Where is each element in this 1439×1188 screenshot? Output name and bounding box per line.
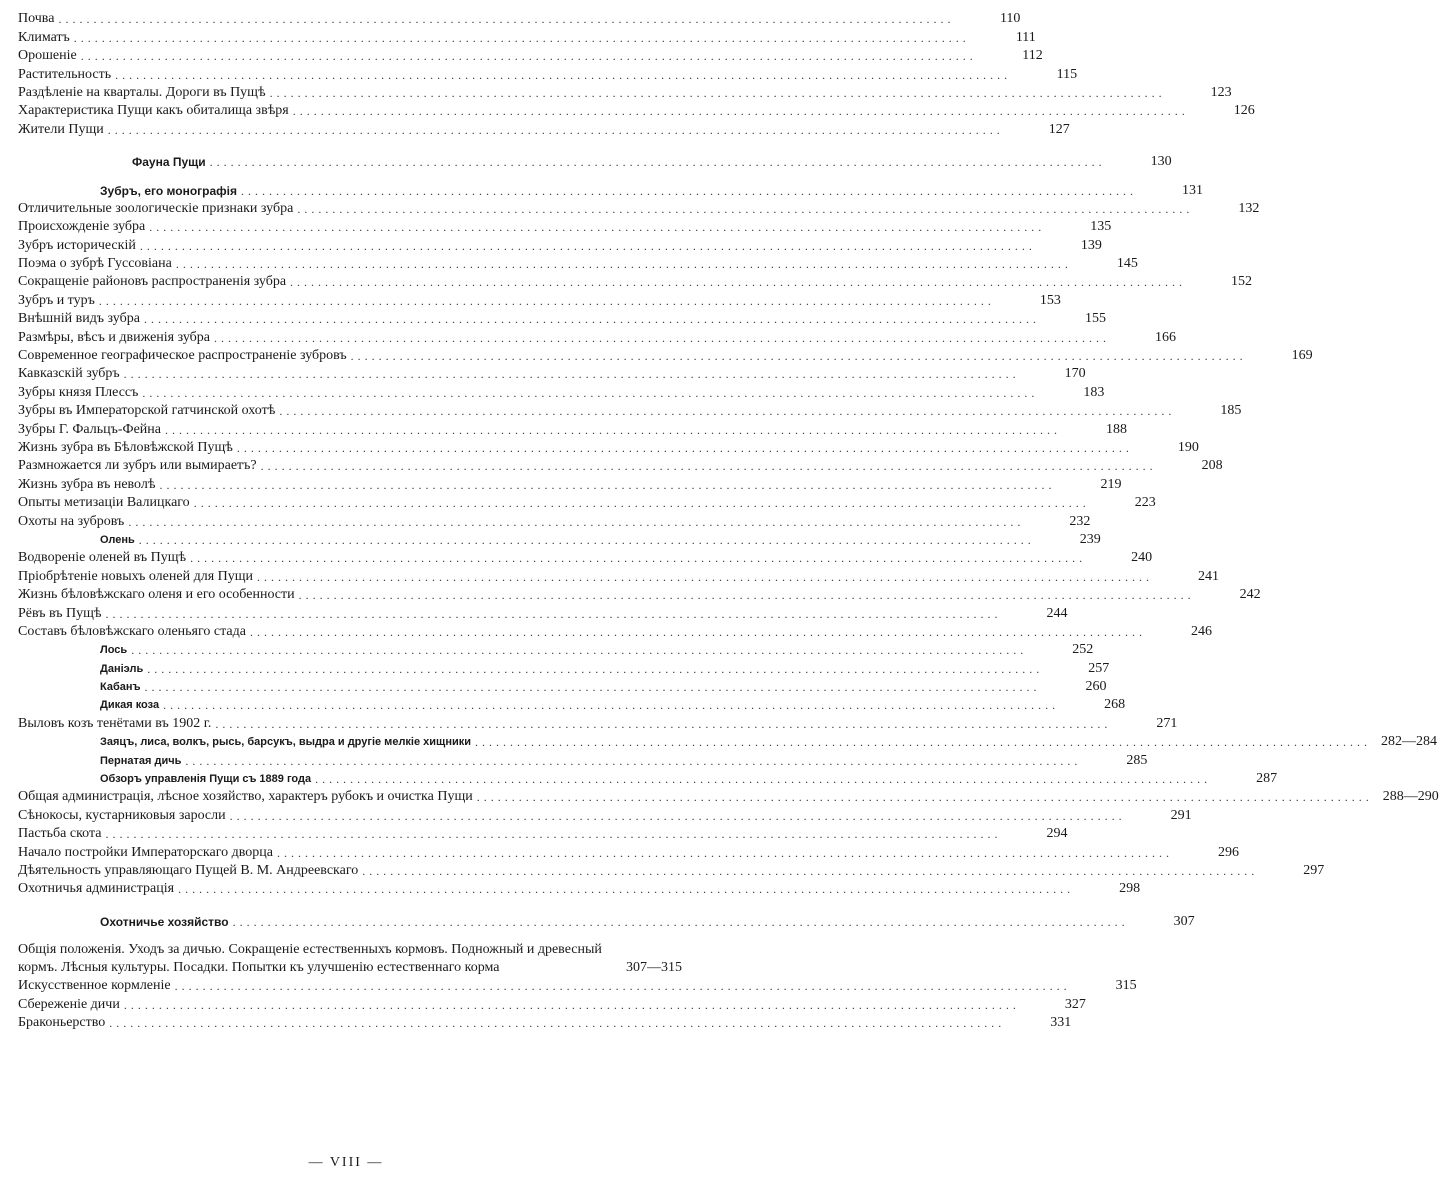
toc-entry: Размѣры, вѣсъ и движенія зубра ................................................................................................................................ 166: [18, 329, 1176, 345]
toc-subsection-heading: Лось ................................................................................................................................ 252: [100, 642, 1094, 658]
toc-entry: Почва ................................................................................................................................ 110: [18, 11, 1021, 27]
toc-entry: Охоты на зубровъ ................................................................................................................................ 232: [18, 513, 1091, 529]
toc-entry-multiline: Общія положенія. Уходъ за дичью. Сокращеніе естественныхъ кормовъ. Подножный и древесный кормъ. Лѣсныя культуры. Посадки. Попытки къ улучшенію естественнаго корма 307—315: [18, 941, 682, 975]
toc-section-heading: Охотничье хозяйство ................................................................................................................................ 307: [100, 913, 1195, 929]
toc-entry: Зубръ историческій ................................................................................................................................ 139: [18, 237, 1102, 253]
toc-entry: Пастьба скота ................................................................................................................................ 294: [18, 826, 1068, 842]
toc-entry: Орошеніе ................................................................................................................................ 112: [18, 48, 1043, 64]
toc-entry: Сбереженіе дичи ................................................................................................................................ 327: [18, 996, 1086, 1012]
toc-entry: Жизнь зубра въ Бѣловѣжской Пущѣ ................................................................................................................................ 190: [18, 439, 1199, 455]
toc-entry: Климатъ ................................................................................................................................ 111: [18, 29, 1036, 45]
toc-entry: Происхожденіе зубра ................................................................................................................................ 135: [18, 219, 1112, 235]
toc-entry: Искусственное кормленіе ................................................................................................................................ 315: [18, 978, 1137, 994]
page-number: — VIII —: [308, 1155, 384, 1170]
toc-subsection-heading: Зубръ, его монографія ................................................................................................................................ 131: [100, 182, 1203, 198]
table-of-contents: [18, 10, 1439, 1032]
toc-entry: Зубры князя Плессъ ................................................................................................................................ 183: [18, 384, 1105, 400]
toc-entry: Сѣнокосы, кустарниковыя заросли ................................................................................................................................ 291: [18, 807, 1192, 823]
toc-subsection-heading: Обзоръ управленія Пущи съ 1889 года ................................................................................................................................ 287: [100, 771, 1278, 787]
toc-entry: Современное географическое распространеніе зубровъ ................................................................................................................................ 169: [18, 348, 1313, 364]
toc-entry: Общая администрація, лѣсное хозяйство, характеръ рубокъ и очистка Пущи ................................................................................................................................ 288—290: [18, 789, 1439, 805]
toc-entry: Опыты метизаціи Валицкаго ................................................................................................................................ 223: [18, 495, 1156, 511]
toc-entry: Отличительные зоологическіе признаки зубра ................................................................................................................................ 132: [18, 200, 1260, 216]
toc-entry: Начало постройки Императорскаго дворца ................................................................................................................................ 296: [18, 844, 1239, 860]
toc-entry: Составъ бѣловѣжскаго оленьяго стада ................................................................................................................................ 246: [18, 623, 1212, 639]
toc-entry: Зубры въ Императорской гатчинской охотѣ ................................................................................................................................ 185: [18, 403, 1242, 419]
toc-entry: Жизнь зубра въ неволѣ ................................................................................................................................ 219: [18, 476, 1122, 492]
toc-entry: Кавказскій зубръ ................................................................................................................................ 170: [18, 366, 1086, 382]
toc-entry: Браконьерство ................................................................................................................................ 331: [18, 1014, 1072, 1030]
toc-entry: Зубры Г. Фальцъ-Фейна ................................................................................................................................ 188: [18, 421, 1128, 437]
toc-entry: Выловъ козъ тенётами въ 1902 г. ................................................................................................................................ 271: [18, 715, 1178, 731]
toc-entry: Дѣятельность управляющаго Пущей В. М. Андреевскаго ................................................................................................................................ 297: [18, 862, 1325, 878]
toc-entry: Сокращеніе районовъ распространенія зубра ................................................................................................................................ 152: [18, 274, 1253, 290]
toc-entry: Поэма о зубрѣ Гуссовіана ................................................................................................................................ 145: [18, 256, 1138, 272]
toc-entry: Рёвъ въ Пущѣ ................................................................................................................................ 244: [18, 605, 1068, 621]
toc-entry: Жители Пущи ................................................................................................................................ 127: [18, 121, 1070, 137]
toc-subsection-heading: Даніэль ................................................................................................................................ 257: [100, 660, 1110, 676]
toc-subsection-heading: Олень ................................................................................................................................ 239: [100, 531, 1101, 547]
toc-entry: Растительность ................................................................................................................................ 115: [18, 66, 1078, 82]
toc-subsection-heading: Кабанъ ................................................................................................................................ 260: [100, 679, 1107, 695]
toc-subsection-heading: Заяцъ, лиса, волкъ, рысь, барсукъ, выдра и другіе мелкіе хищники ................................................................................................................................ 282—284: [100, 734, 1437, 750]
toc-entry: Жизнь бѣловѣжскаго оленя и его особенности ................................................................................................................................ 242: [18, 587, 1261, 603]
toc-entry: Пріобрѣтеніе новыхъ оленей для Пущи ................................................................................................................................ 241: [18, 568, 1220, 584]
toc-subsection-heading: Дикая коза ................................................................................................................................ 268: [100, 697, 1126, 713]
toc-entry: Раздѣленіе на кварталы. Дороги въ Пущѣ ................................................................................................................................ 123: [18, 84, 1232, 100]
toc-entry: Характеристика Пущи какъ обиталища звѣря ................................................................................................................................ 126: [18, 103, 1255, 119]
toc-entry: Зубръ и туръ ................................................................................................................................ 153: [18, 292, 1061, 308]
toc-entry: Размножается ли зубръ или вымираетъ? ................................................................................................................................ 208: [18, 458, 1223, 474]
toc-entry: Охотничья администрація ................................................................................................................................ 298: [18, 881, 1141, 897]
toc-entry: Внѣшній видъ зубра ................................................................................................................................ 155: [18, 311, 1106, 327]
toc-entry: Водвореніе оленей въ Пущѣ ................................................................................................................................ 240: [18, 550, 1153, 566]
toc-subsection-heading: Пернатая дичь ................................................................................................................................ 285: [100, 752, 1148, 768]
toc-section-heading: Фауна Пущи ................................................................................................................................ 130: [132, 154, 1172, 170]
